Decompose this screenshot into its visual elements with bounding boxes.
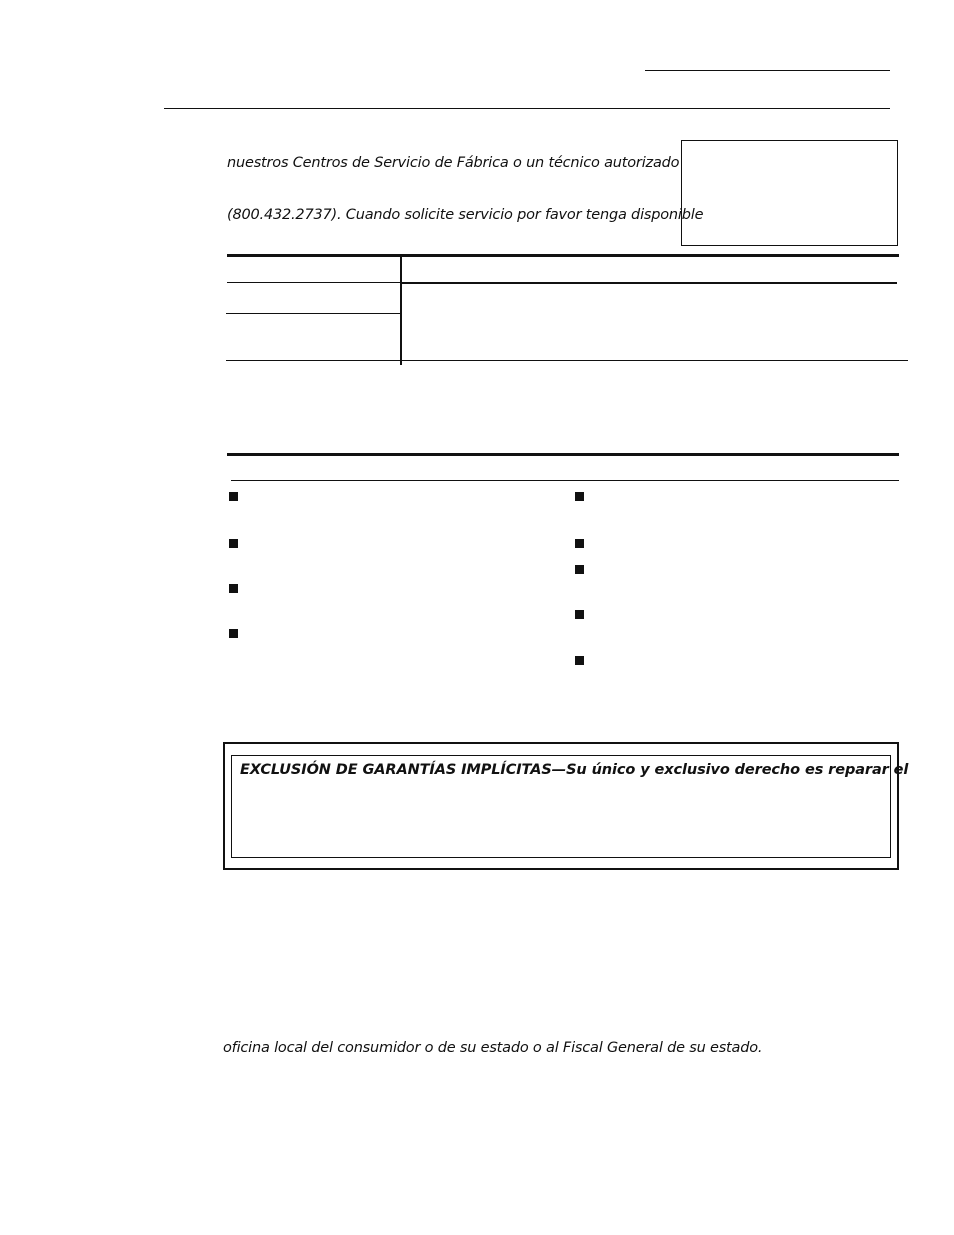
consumer-office-text: oficina local del consumidor o de su estado o al Fiscal General de su estado. (223, 1040, 763, 1056)
bullet-left-1 (229, 492, 238, 501)
bullet-left-2 (229, 539, 238, 548)
table-divider-vertical (400, 257, 402, 365)
bullet-right-5 (575, 656, 584, 665)
table-row-rule-right-1 (401, 282, 897, 284)
bullet-right-1 (575, 492, 584, 501)
header-long-rule (164, 108, 890, 109)
bullet-left-4 (229, 629, 238, 638)
bullet-right-2 (575, 539, 584, 548)
service-text-line-1: nuestros Centros de Servicio de Fábrica o un técnico autorizado (227, 155, 680, 171)
section-top-rule (227, 453, 899, 456)
bullet-right-3 (575, 565, 584, 574)
table-top-rule (227, 254, 899, 257)
header-short-rule (645, 70, 890, 71)
bullet-right-4 (575, 610, 584, 619)
warranty-exclusion-box (223, 742, 909, 870)
table-row-rule-left-2 (226, 313, 400, 314)
bullet-left-3 (229, 584, 238, 593)
table-bottom-rule (226, 360, 908, 361)
table-row-rule-left-1 (227, 282, 400, 283)
warranty-exclusion-text: EXCLUSIÓN DE GARANTÍAS IMPLÍCITAS—Su único y exclusivo derecho es reparar el (240, 762, 909, 778)
service-text-line-2: (800.432.2737). Cuando solicite servicio por favor tenga disponible (227, 207, 704, 223)
model-info-box (681, 140, 898, 246)
section-sub-rule (231, 480, 899, 481)
